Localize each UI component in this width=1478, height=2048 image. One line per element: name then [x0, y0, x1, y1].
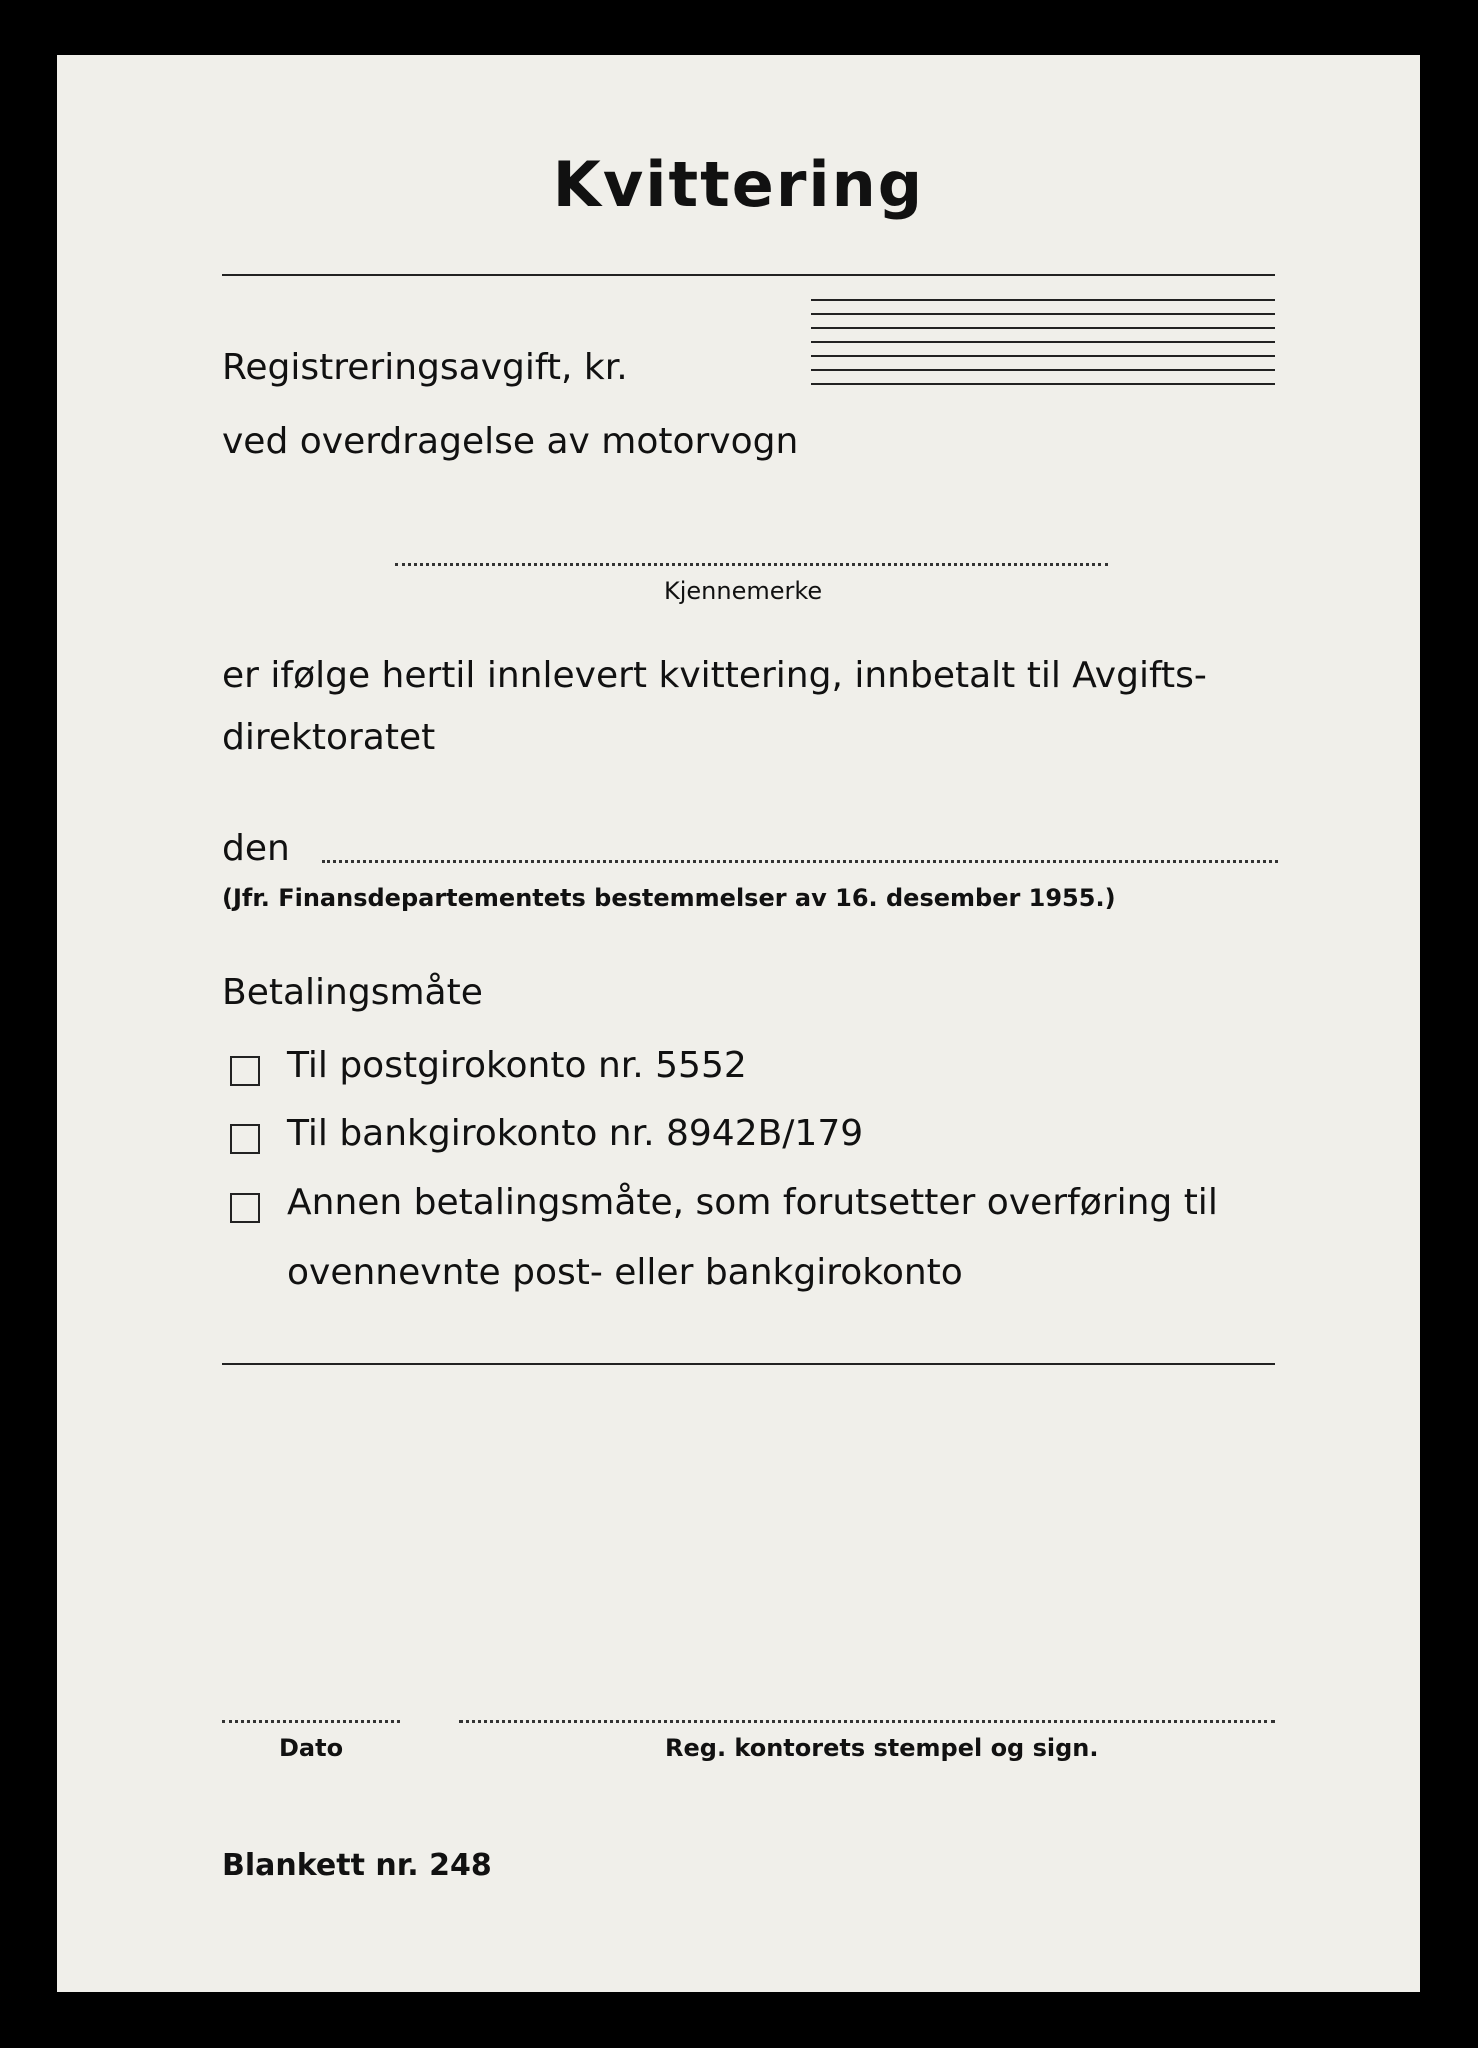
- option-other-checkbox[interactable]: [230, 1193, 260, 1223]
- statement-line-2: direktoratet: [222, 717, 436, 758]
- option-bankgiro-checkbox[interactable]: [230, 1124, 260, 1154]
- option-other-continuation: ovennevnte post- eller bankgirokonto: [287, 1252, 963, 1293]
- option-postgiro-label: Til postgirokonto nr. 5552: [287, 1045, 747, 1086]
- regulation-reference: (Jfr. Finansdepartementets bestemmelser av 16. desember 1955.): [222, 884, 1116, 912]
- fee-subtitle: ved overdragelse av motorvogn: [222, 421, 799, 462]
- date-prefix: den: [222, 828, 290, 869]
- statement-line-1: er ifølge hertil innlevert kvittering, innbetalt til Avgifts-: [222, 655, 1207, 696]
- receipt-form: [57, 55, 1420, 1992]
- option-other-label: Annen betalingsmåte, som forutsetter overføring til: [287, 1182, 1218, 1223]
- fee-amount-hatch: [811, 299, 1275, 449]
- option-bankgiro-label: Til bankgirokonto nr. 8942B/179: [287, 1113, 864, 1154]
- bottom-divider: [222, 1363, 1275, 1365]
- fee-label: Registreringsavgift, kr.: [222, 347, 628, 388]
- registration-mark-caption: Kjennemerke: [664, 577, 823, 605]
- stamp-signature-field[interactable]: [459, 1720, 1275, 1723]
- option-postgiro-checkbox[interactable]: [230, 1056, 260, 1086]
- date-field[interactable]: [222, 1720, 400, 1723]
- payment-heading: Betalingsmåte: [222, 972, 483, 1013]
- form-title: Kvittering: [552, 148, 925, 221]
- top-divider: [222, 274, 1275, 276]
- date-caption: Dato: [279, 1734, 344, 1762]
- registration-mark-field[interactable]: [395, 563, 1108, 566]
- payment-date-field[interactable]: [322, 860, 1278, 863]
- form-number: Blankett nr. 248: [222, 1848, 492, 1883]
- stamp-caption: Reg. kontorets stempel og sign.: [665, 1734, 1099, 1762]
